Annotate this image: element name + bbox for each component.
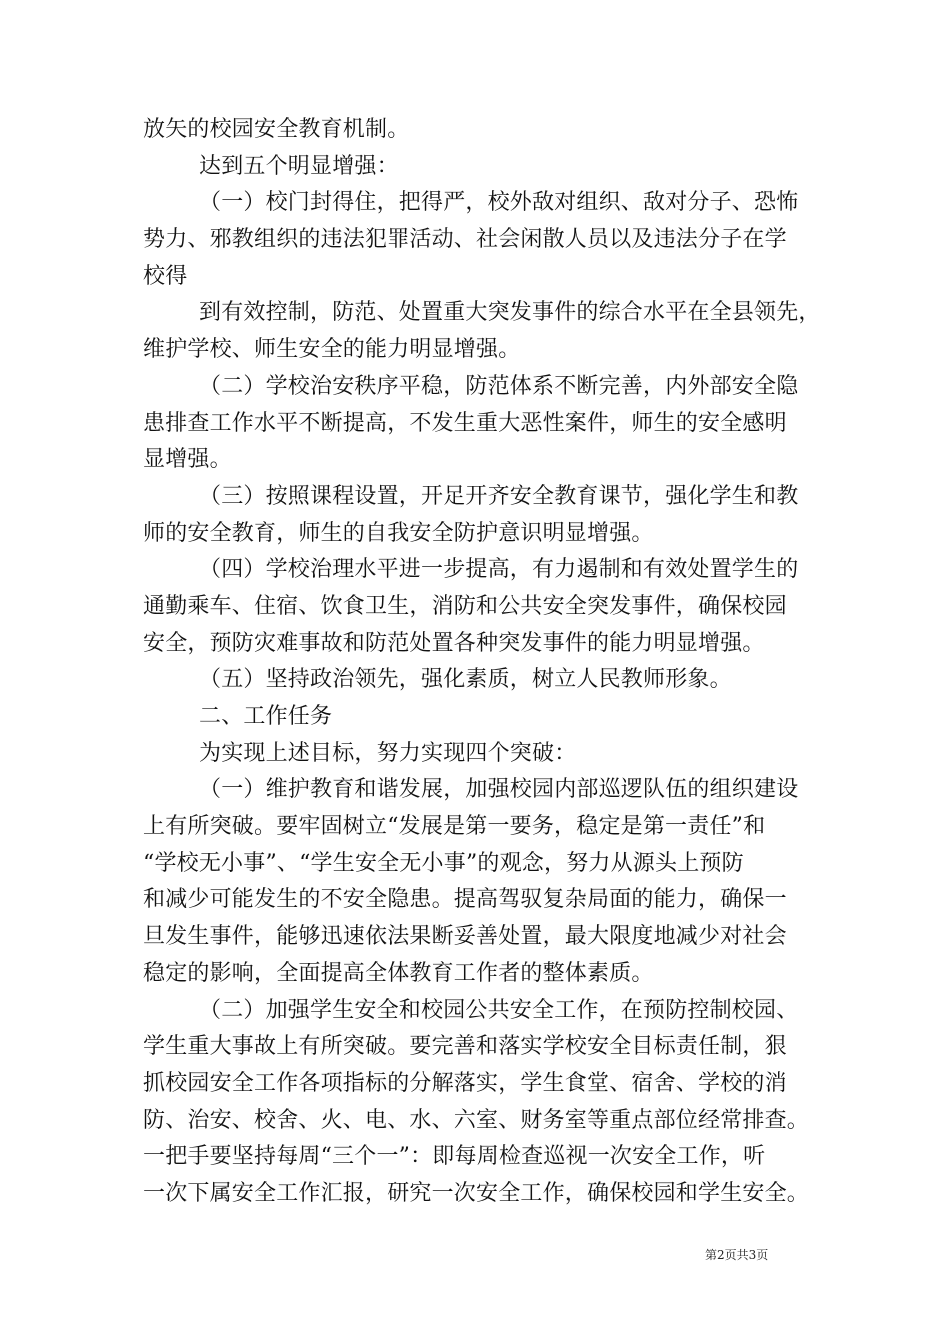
document-body <box>143 112 821 1213</box>
text-line: 显增强。 <box>143 447 232 473</box>
text-line: （二）加强学生安全和校园公共安全工作，在预防控制校园、 <box>199 997 799 1023</box>
text-line: 到有效控制，防范、处置重大突发事件的综合水平在全县领先， <box>199 300 821 326</box>
text-line: 通勤乘车、住宿、饮食卫生，消防和公共安全突发事件，确保校园 <box>143 593 787 619</box>
text-line: （二）学校治安秩序平稳，防范体系不断完善，内外部安全隐 <box>199 373 799 399</box>
text-line: 稳定的影响，全面提高全体教育工作者的整体素质。 <box>143 960 654 986</box>
text-line: “学校无小事”、“学生安全无小事”的观念，努力从源头上预防 <box>143 850 744 876</box>
text-line: 学生重大事故上有所突破。要完善和落实学校安全目标责任制，狠 <box>143 1034 787 1060</box>
text-line: 二、工作任务 <box>199 704 333 729</box>
text-line: 达到五个明显增强： <box>199 153 399 179</box>
text-line: 上有所突破。要牢固树立“发展是第一要务，稳定是第一责任”和 <box>143 814 766 840</box>
text-line: 校得 <box>143 263 188 289</box>
text-line: 和减少可能发生的不安全隐患。提高驾驭复杂局面的能力，确保一 <box>143 887 787 913</box>
text-line: 势力、邪教组织的违法犯罪活动、社会闲散人员以及违法分子在学 <box>143 227 787 253</box>
text-line: 一把手要坚持每周“三个一”：即每周检查巡视一次安全工作，听 <box>143 1144 766 1170</box>
text-line: 防、治安、校舍、火、电、水、六室、财务室等重点部位经常排查。 <box>143 1107 810 1133</box>
text-line: 患排查工作水平不断提高，不发生重大恶性案件，师生的安全感明 <box>143 410 787 436</box>
text-line: （三）按照课程设置，开足开齐安全教育课节，强化学生和教 <box>199 483 799 509</box>
text-line: 安全，预防灾难事故和防范处置各种突发事件的能力明显增强。 <box>143 630 765 656</box>
page-number: 第2页共3页 <box>705 1248 769 1262</box>
text-line: 抓校园安全工作各项指标的分解落实，学生食堂、宿舍、学校的消 <box>143 1070 787 1096</box>
text-line: （五）坚持政治领先，强化素质，树立人民教师形象。 <box>199 667 732 693</box>
text-line: 一次下属安全工作汇报，研究一次安全工作，确保校园和学生安全。 <box>143 1180 810 1206</box>
text-line: （四）学校治理水平进一步提高，有力遏制和有效处置学生的 <box>199 557 799 583</box>
text-line: 为实现上述目标，努力实现四个突破： <box>199 740 577 766</box>
text-line: 维护学校、师生安全的能力明显增强。 <box>143 337 521 363</box>
text-line: 放矢的校园安全教育机制。 <box>143 117 410 142</box>
text-line: 师的安全教育，师生的自我安全防护意识明显增强。 <box>143 520 654 546</box>
text-line: 旦发生事件，能够迅速依法果断妥善处置，最大限度地减少对社会 <box>143 924 787 950</box>
text-line: （一）维护教育和谐发展，加强校园内部巡逻队伍的组织建设 <box>199 777 799 803</box>
text-line: （一）校门封得住，把得严，校外敌对组织、敌对分子、恐怖 <box>199 190 799 216</box>
